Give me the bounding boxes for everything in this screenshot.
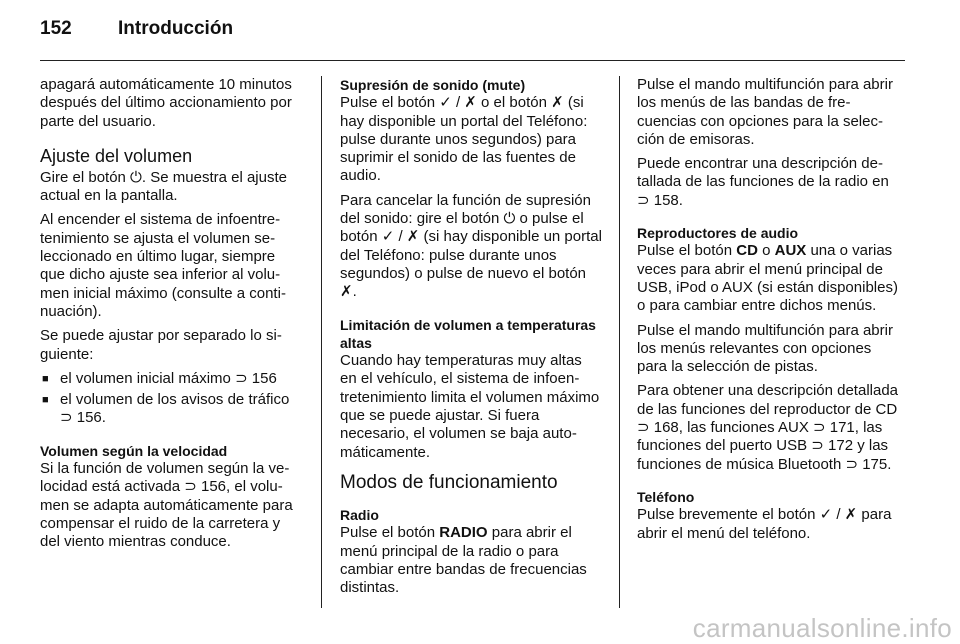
paragraph: Si la función de volumen según la velocidad está activada ⊃ 156, el volumen se adapta automáticamente para compensar el ruido de la carretera y del viento mientras conduce.: [40, 460, 293, 551]
watermark: carmanualsonline.info: [692, 613, 952, 643]
subheading-audio-players: Reproductores de audio: [637, 225, 799, 242]
paragraph: Al encender el sistema de infoentretenimiento se ajusta el volumen seleccionado en último lugar, siempre que dicho ajuste sea inferior al volumen inicial máximo (consulte a continuación).: [40, 211, 286, 320]
subheading-mute: Supresión de sonido (mute): [340, 77, 526, 93]
cd-button-label: CD: [736, 242, 758, 260]
paragraph: Para obtener una descripción detallada de las funciones del reproductor de CD ⊃ 168, las funciones AUX ⊃ 171, las funciones del puerto USB ⊃ 172 y las funciones de música Bluetooth ⊃ 175.: [637, 382, 899, 473]
section-heading-modes: Modos de funcionamiento: [340, 471, 558, 493]
paragraph: Gire el botón ⏻. Se muestra el ajuste actual en la pantalla.: [40, 168, 287, 205]
column-divider: [619, 76, 620, 608]
paragraph: Pulse el mando multifunción para abrir los menús de las bandas de frecuencias con opciones para la selección de emisoras.: [637, 76, 893, 148]
page-number: 152: [40, 18, 72, 39]
paragraph: apagará automáticamente 10 minutos después del último accionamiento por parte del usuario.: [40, 76, 292, 130]
column-2: [340, 76, 602, 603]
page-header: [40, 18, 233, 48]
paragraph: Pulse el botón RADIO para abrir el menú principal de la radio o para cambiar entre bandas de frecuencias distintas.: [340, 524, 587, 597]
subheading-volume-limit: Limitación de volumen a temperaturas altas: [340, 316, 596, 351]
paragraph: Pulse brevemente el botón ✓ / ✗ para abrir el menú del teléfono.: [637, 506, 892, 542]
column-divider: [321, 76, 322, 608]
list-item: ■ el volumen de los avisos de tráfico ⊃ 156.: [40, 391, 302, 428]
column-1: [40, 76, 302, 558]
paragraph: Pulse el botón ✓ / ✗ o el botón ✗ (si hay disponible un portal del Teléfono: pulse durante unos segundos) para suprimir el sonido de las fuentes de audio.: [340, 94, 588, 185]
list-item: ■ el volumen inicial máximo ⊃ 156: [40, 370, 302, 388]
paragraph: Pulse el botón CD o AUX una o varias veces para abrir el menú principal de USB, iPod o AUX (si están disponibles) o para cambiar entre dichos menús.: [637, 242, 898, 315]
paragraph: Cuando hay temperaturas muy altas en el vehículo, el sistema de infoentretenimiento limita el volumen máximo que se puede ajustar. Si fuera necesario, el volumen se baja automáticamente.: [340, 352, 600, 461]
radio-button-label: RADIO: [439, 524, 488, 542]
bullet-list: [40, 370, 302, 428]
column-3: [637, 76, 903, 549]
subheading-speed-volume: Volumen según la velocidad: [40, 442, 228, 459]
paragraph: Se puede ajustar por separado lo siguiente:: [40, 327, 282, 363]
aux-button-label: AUX: [774, 242, 807, 260]
header-rule: [40, 60, 905, 61]
paragraph: Puede encontrar una descripción detallada de las funciones de la radio en ⊃ 158.: [637, 155, 889, 209]
chapter-title: Introducción: [118, 18, 234, 39]
paragraph: Para cancelar la función de supresión del sonido: gire el botón ⏻ o pulse el botón ✓ / ✗ (si hay disponible un portal del Teléfono: pulse durante unos segundos) o pulse de nuevo el botón ✗.: [340, 191, 602, 301]
paragraph: Pulse el mando multifunción para abrir los menús relevantes con opciones para la selección de pistas.: [637, 321, 893, 376]
section-heading-volume: Ajuste del volumen: [40, 145, 193, 166]
subheading-radio: Radio: [340, 506, 379, 523]
subheading-phone: Teléfono: [637, 488, 695, 505]
